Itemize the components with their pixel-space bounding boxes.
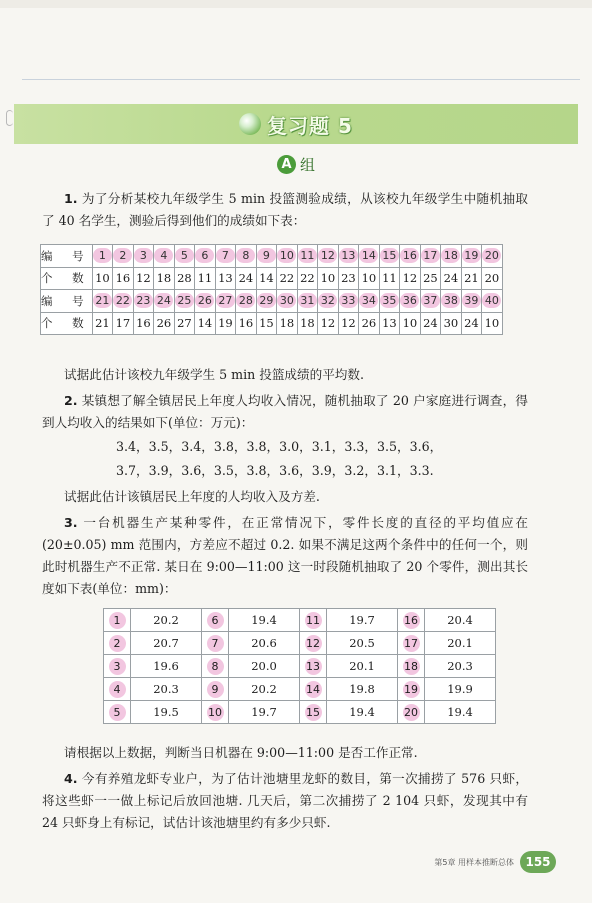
student-id-badge: 15 [380, 248, 399, 263]
score-cell: 25 [420, 267, 441, 290]
student-id-cell [277, 290, 298, 313]
score-cell: 14 [195, 312, 216, 335]
length-cell: 19.4 [229, 609, 300, 632]
student-id-badge: 12 [318, 248, 337, 263]
length-cell: 20.1 [425, 632, 496, 655]
student-id-cell [379, 245, 400, 268]
student-id-badge: 1 [93, 248, 112, 263]
student-id-cell [461, 290, 482, 313]
score-cell: 24 [441, 267, 462, 290]
score-cell: 12 [133, 267, 154, 290]
part-index-badge: 13 [306, 659, 320, 673]
page-top-edge [0, 0, 592, 8]
part-index-cell [300, 655, 327, 678]
student-id-badge: 29 [257, 293, 276, 308]
length-cell: 20.2 [229, 678, 300, 701]
score-cell: 13 [215, 267, 236, 290]
question-2-ask: 试据此估计该镇居民上年度的人均收入及方差. [64, 489, 320, 504]
top-rule [22, 79, 580, 80]
part-index-badge: 6 [207, 612, 224, 629]
student-id-cell [113, 245, 134, 268]
table-row [41, 267, 503, 290]
length-cell: 20.3 [425, 655, 496, 678]
student-id-badge: 23 [134, 293, 153, 308]
student-id-badge: 22 [113, 293, 132, 308]
student-id-badge: 7 [216, 248, 235, 263]
student-id-cell [297, 245, 318, 268]
part-index-badge: 15 [306, 705, 320, 719]
score-cell: 30 [441, 312, 462, 335]
question-4 [42, 768, 528, 834]
student-id-cell [236, 245, 257, 268]
student-id-cell [400, 290, 421, 313]
length-cell: 20.2 [131, 609, 202, 632]
page-number: 155 [520, 851, 556, 873]
length-cell: 19.8 [327, 678, 398, 701]
score-cell: 10 [92, 267, 113, 290]
score-cell: 22 [297, 267, 318, 290]
student-id-badge: 21 [93, 293, 112, 308]
part-index-cell [202, 609, 229, 632]
income-data-line-2: 3.7，3.9，3.6，3.5，3.8，3.6，3.9，3.2，3.1，3.3. [116, 463, 434, 478]
question-3-ask: 请根据以上数据，判断当日机器在 9:00—11:00 是否工作正常. [64, 745, 418, 760]
score-cell: 18 [277, 312, 298, 335]
student-id-cell [195, 245, 216, 268]
part-index-badge: 18 [404, 659, 418, 673]
score-cell: 10 [359, 267, 380, 290]
part-index-badge: 7 [207, 635, 224, 652]
length-cell: 20.1 [327, 655, 398, 678]
student-id-badge: 4 [154, 248, 173, 263]
student-id-badge: 14 [359, 248, 378, 263]
student-id-badge: 20 [482, 248, 501, 263]
student-id-cell [133, 290, 154, 313]
length-cell: 19.7 [327, 609, 398, 632]
score-cell: 12 [318, 312, 339, 335]
length-cell: 19.4 [327, 701, 398, 724]
student-id-cell [215, 245, 236, 268]
score-cell: 15 [256, 312, 277, 335]
student-id-badge: 35 [380, 293, 399, 308]
student-id-badge: 5 [175, 248, 194, 263]
student-id-cell [154, 290, 175, 313]
length-cell: 20.0 [229, 655, 300, 678]
score-cell: 24 [236, 267, 257, 290]
question-text: 今有养殖龙虾专业户，为了估计池塘里龙虾的数目，第一次捕捞了 576 只虾，将这些虾一一做上标记后放回池塘. 几天后，第二次捕捞了 2 104 只虾，发现其中有 24 只虾身上有标记，试估计该池塘里约有多少只虾. [42, 771, 528, 830]
student-id-badge: 11 [298, 248, 317, 263]
student-id-badge: 6 [195, 248, 214, 263]
part-index-badge: 10 [208, 705, 222, 719]
chapter-label: 第5章 用样本推断总体 [434, 857, 514, 867]
student-id-cell [256, 245, 277, 268]
score-cell: 23 [338, 267, 359, 290]
part-index-cell [300, 609, 327, 632]
question-2 [42, 390, 528, 434]
question-text: 某镇想了解全镇居民上年度人均收入情况，随机抽取了 20 户家庭进行调查，得到人均收入的结果如下(单位：万元)： [42, 393, 528, 430]
table-row [104, 701, 496, 724]
length-cell: 20.7 [131, 632, 202, 655]
income-data-line-1: 3.4，3.5，3.4，3.8，3.8，3.0，3.1，3.3，3.5，3.6， [116, 439, 443, 454]
student-id-badge: 27 [216, 293, 235, 308]
student-id-badge: 25 [175, 293, 194, 308]
student-id-cell [256, 290, 277, 313]
question-3 [42, 512, 528, 600]
row-label-id: 编 号 [41, 245, 93, 268]
part-index-badge: 14 [306, 682, 320, 696]
part-index-badge: 9 [207, 681, 224, 698]
student-id-badge: 36 [400, 293, 419, 308]
question-number: 4. [64, 771, 78, 786]
student-id-cell [379, 290, 400, 313]
length-cell: 19.6 [131, 655, 202, 678]
section-title: 复习题 5 [267, 113, 353, 138]
length-cell: 20.5 [327, 632, 398, 655]
part-index-badge: 20 [404, 705, 418, 719]
score-cell: 10 [318, 267, 339, 290]
part-index-cell [300, 678, 327, 701]
table-row [104, 655, 496, 678]
question-number: 1. [64, 191, 78, 206]
student-id-badge: 30 [277, 293, 296, 308]
student-id-badge: 18 [441, 248, 460, 263]
student-id-cell [482, 245, 503, 268]
part-index-cell [104, 655, 131, 678]
student-id-cell [318, 290, 339, 313]
student-id-cell [92, 290, 113, 313]
leaf-icon [239, 113, 261, 135]
student-id-cell [482, 290, 503, 313]
student-id-badge: 19 [462, 248, 481, 263]
student-id-cell [318, 245, 339, 268]
part-index-badge: 5 [109, 704, 126, 721]
score-cell: 18 [154, 267, 175, 290]
table-row [104, 632, 496, 655]
group-label: 组 [299, 156, 315, 174]
student-id-cell [420, 290, 441, 313]
score-cell: 21 [92, 312, 113, 335]
table-row [41, 245, 503, 268]
score-cell: 16 [236, 312, 257, 335]
score-cell: 16 [133, 312, 154, 335]
student-id-badge: 38 [441, 293, 460, 308]
length-cell: 20.4 [425, 609, 496, 632]
student-id-cell [359, 245, 380, 268]
group-heading [0, 154, 592, 175]
student-id-badge: 39 [462, 293, 481, 308]
scores-table [40, 244, 503, 335]
student-id-cell [92, 245, 113, 268]
score-cell: 26 [359, 312, 380, 335]
part-index-badge: 4 [109, 681, 126, 698]
length-cell: 19.5 [131, 701, 202, 724]
question-text: 一台机器生产某种零件，在正常情况下，零件长度的直径的平均值应在(20±0.05) mm 范围内，方差应不超过 0.2. 如果不满足这两个条件中的任何一个，则此时机器生产不正常. 某日在 9:00—11:00 这一时段随机抽取了 20 个零件，测出其长度如下表(单位：mm)： [42, 515, 528, 596]
part-index-cell [202, 701, 229, 724]
student-id-badge: 34 [359, 293, 378, 308]
student-id-badge: 26 [195, 293, 214, 308]
student-id-cell [338, 245, 359, 268]
score-cell: 11 [379, 267, 400, 290]
table-row [104, 678, 496, 701]
student-id-badge: 13 [339, 248, 358, 263]
page-footer [434, 851, 556, 873]
table-row [41, 312, 503, 335]
student-id-badge: 24 [154, 293, 173, 308]
part-index-badge: 2 [109, 635, 126, 652]
part-index-badge: 3 [109, 658, 126, 675]
part-index-cell [104, 678, 131, 701]
score-cell: 24 [420, 312, 441, 335]
part-index-badge: 16 [404, 613, 418, 627]
score-cell: 18 [297, 312, 318, 335]
student-id-badge: 2 [113, 248, 132, 263]
part-index-cell [202, 655, 229, 678]
lengths-table [103, 608, 496, 724]
student-id-cell [154, 245, 175, 268]
part-index-badge: 12 [306, 636, 320, 650]
student-id-badge: 9 [257, 248, 276, 263]
table-row [41, 290, 503, 313]
student-id-badge: 37 [421, 293, 440, 308]
score-cell: 12 [338, 312, 359, 335]
student-id-cell [215, 290, 236, 313]
student-id-cell [174, 290, 195, 313]
student-id-badge: 33 [339, 293, 358, 308]
student-id-cell [420, 245, 441, 268]
question-text: 为了分析某校九年级学生 5 min 投篮测验成绩，从该校九年级学生中随机抽取了 40 名学生，测验后得到他们的成绩如下表： [42, 191, 528, 228]
score-cell: 16 [113, 267, 134, 290]
part-index-cell [300, 701, 327, 724]
part-index-cell [104, 632, 131, 655]
student-id-cell [461, 245, 482, 268]
student-id-cell [297, 290, 318, 313]
part-index-badge: 1 [109, 612, 126, 629]
student-id-badge: 8 [236, 248, 255, 263]
student-id-badge: 3 [134, 248, 153, 263]
student-id-badge: 28 [236, 293, 255, 308]
student-id-badge: 40 [482, 293, 501, 308]
part-index-badge: 11 [306, 613, 320, 627]
part-index-cell [300, 632, 327, 655]
question-number: 3. [64, 515, 78, 530]
question-1-ask: 试据此估计该校九年级学生 5 min 投篮成绩的平均数. [64, 367, 364, 382]
binding-mark [6, 110, 13, 126]
score-cell: 10 [400, 312, 421, 335]
score-cell: 12 [400, 267, 421, 290]
part-index-cell [398, 632, 425, 655]
part-index-badge: 19 [404, 682, 418, 696]
question-number: 2. [64, 393, 78, 408]
row-label-count: 个 数 [41, 312, 93, 335]
length-cell: 20.3 [131, 678, 202, 701]
score-cell: 10 [482, 312, 503, 335]
student-id-cell [338, 290, 359, 313]
score-cell: 14 [256, 267, 277, 290]
student-id-cell [359, 290, 380, 313]
length-cell: 19.4 [425, 701, 496, 724]
student-id-cell [195, 290, 216, 313]
student-id-cell [236, 290, 257, 313]
score-cell: 27 [174, 312, 195, 335]
part-index-cell [104, 609, 131, 632]
section-banner [14, 104, 578, 144]
score-cell: 11 [195, 267, 216, 290]
score-cell: 22 [277, 267, 298, 290]
part-index-cell [202, 678, 229, 701]
score-cell: 20 [482, 267, 503, 290]
score-cell: 13 [379, 312, 400, 335]
row-label-id: 编 号 [41, 290, 93, 313]
row-label-count: 个 数 [41, 267, 93, 290]
score-cell: 21 [461, 267, 482, 290]
score-cell: 19 [215, 312, 236, 335]
score-cell: 28 [174, 267, 195, 290]
student-id-cell [277, 245, 298, 268]
group-badge: A [277, 155, 296, 174]
student-id-cell [113, 290, 134, 313]
score-cell: 17 [113, 312, 134, 335]
length-cell: 19.9 [425, 678, 496, 701]
score-cell: 24 [461, 312, 482, 335]
student-id-badge: 17 [421, 248, 440, 263]
question-1 [42, 188, 528, 232]
part-index-cell [202, 632, 229, 655]
student-id-cell [174, 245, 195, 268]
student-id-badge: 10 [277, 248, 296, 263]
part-index-cell [398, 655, 425, 678]
student-id-badge: 32 [318, 293, 337, 308]
student-id-cell [133, 245, 154, 268]
student-id-badge: 16 [400, 248, 419, 263]
part-index-cell [398, 701, 425, 724]
part-index-badge: 17 [404, 636, 418, 650]
length-cell: 20.6 [229, 632, 300, 655]
length-cell: 19.7 [229, 701, 300, 724]
part-index-cell [398, 609, 425, 632]
student-id-cell [441, 245, 462, 268]
student-id-cell [400, 245, 421, 268]
student-id-cell [441, 290, 462, 313]
part-index-cell [104, 701, 131, 724]
score-cell: 26 [154, 312, 175, 335]
part-index-badge: 8 [207, 658, 224, 675]
part-index-cell [398, 678, 425, 701]
student-id-badge: 31 [298, 293, 317, 308]
table-row [104, 609, 496, 632]
